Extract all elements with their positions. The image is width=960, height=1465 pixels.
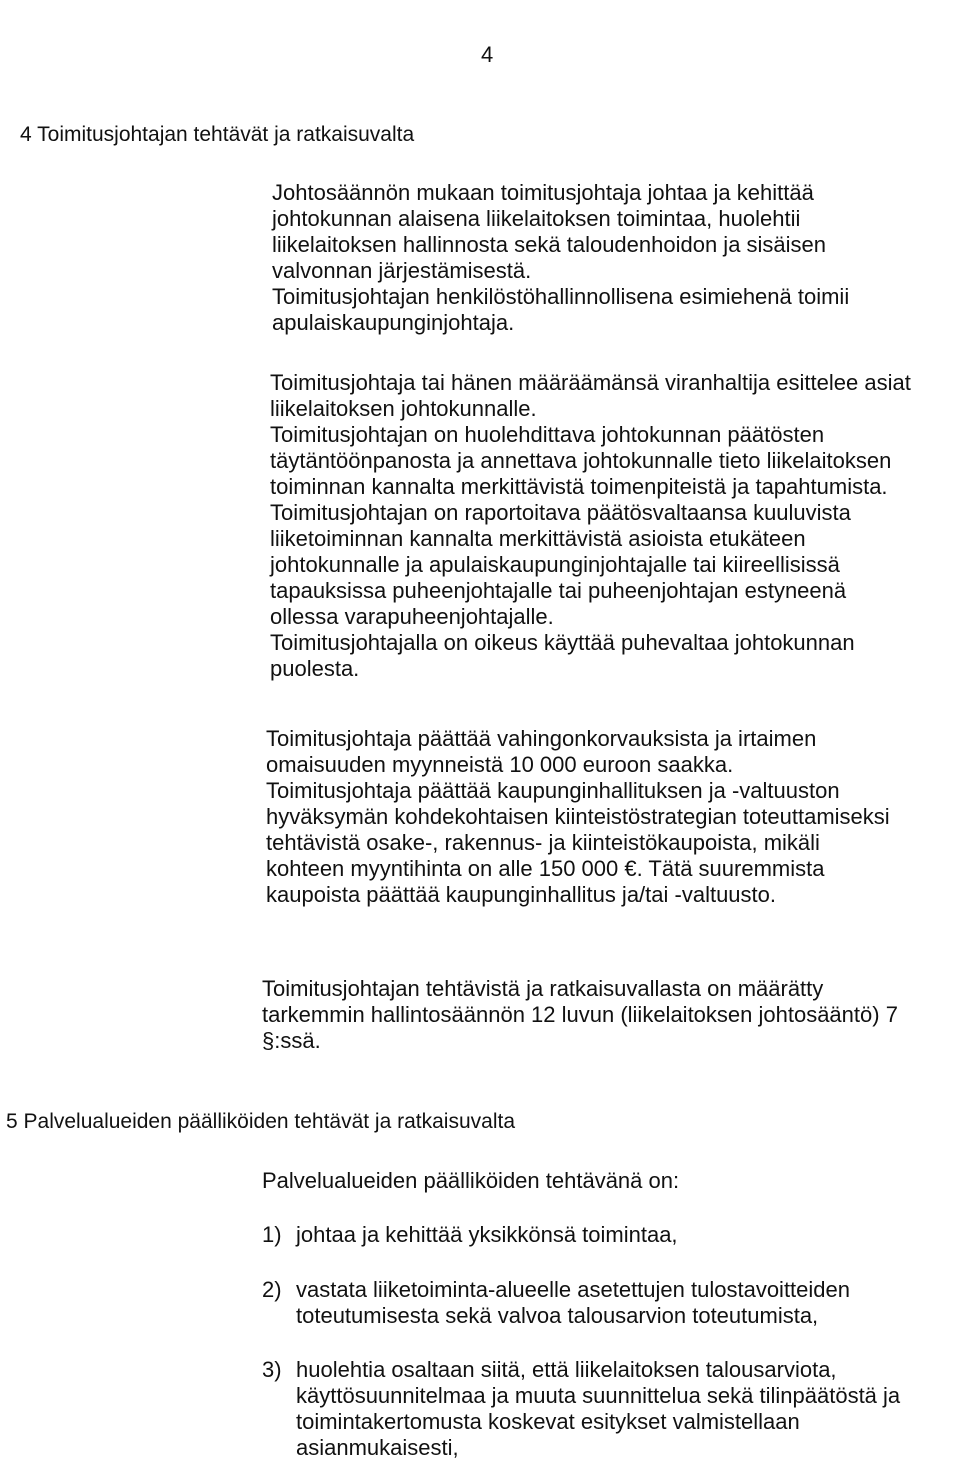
text-line: liikelaitoksen johtokunnalle.	[270, 396, 537, 421]
section-4-heading: 4 Toimitusjohtajan tehtävät ja ratkaisuvalta	[20, 123, 415, 146]
text-line: vastata liiketoiminta-alueelle asetettujen tulostavoitteiden	[296, 1277, 850, 1302]
list-item-number: 1)	[262, 1222, 282, 1247]
text-line: johtaa ja kehittää yksikkönsä toimintaa,	[296, 1222, 678, 1247]
text-line: tehtävistä osake-, rakennus- ja kiinteistökaupoista, mikäli	[266, 830, 820, 855]
text-line: johtokunnan alaisena liikelaitoksen toimintaa, huolehtii	[272, 206, 801, 231]
text-line: Toimitusjohtaja päättää vahingonkorvauksista ja irtaimen	[266, 726, 817, 751]
text-line: huolehtia osaltaan siitä, että liikelaitoksen talousarviota,	[296, 1357, 837, 1382]
text-line: Toimitusjohtajalla on oikeus käyttää puhevaltaa johtokunnan	[270, 630, 855, 655]
section-4-paragraph-3	[266, 726, 890, 908]
text-line: §:ssä.	[262, 1028, 321, 1053]
text-line: Toimitusjohtajan henkilöstöhallinnollisena esimiehenä toimii	[272, 284, 850, 309]
text-line: omaisuuden myynneistä 10 000 euroon saakka.	[266, 752, 734, 777]
text-line: Johtosäännön mukaan toimitusjohtaja johtaa ja kehittää	[272, 180, 814, 205]
list-item-text	[296, 1222, 678, 1248]
section-5-intro	[262, 1168, 679, 1194]
text-line: tarkemmin hallintosäännön 12 luvun (liikelaitoksen johtosääntö) 7	[262, 1002, 898, 1027]
text-line: ollessa varapuheenjohtajalle.	[270, 604, 554, 629]
text-line: toimintakertomusta koskevat esitykset valmistellaan	[296, 1409, 800, 1434]
text-line: hyväksymän kohdekohtaisen kiinteistöstrategian toteuttamiseksi	[266, 804, 890, 829]
section-4-paragraph-1	[272, 180, 849, 336]
list-item-text	[296, 1277, 850, 1329]
section-4-paragraph-2	[270, 370, 911, 682]
text-line: johtokunnalle ja apulaiskaupunginjohtajalle tai kiireellisissä	[270, 552, 840, 577]
text-line: Toimitusjohtajan tehtävistä ja ratkaisuvallasta on määrätty	[262, 976, 824, 1001]
text-line: täytäntöönpanosta ja annettava johtokunnalle tieto liikelaitoksen	[270, 448, 892, 473]
list-item-text	[296, 1357, 900, 1461]
text-line: Toimitusjohtaja tai hänen määräämänsä viranhaltija esittelee asiat	[270, 370, 911, 395]
text-line: apulaiskaupunginjohtaja.	[272, 310, 515, 335]
text-line: käyttösuunnitelmaa ja muuta suunnittelua sekä tilinpäätöstä ja	[296, 1383, 901, 1408]
text-line: liiketoiminnan kannalta merkittävistä asioista etukäteen	[270, 526, 806, 551]
text-line: Toimitusjohtajan on huolehdittava johtokunnan päätösten	[270, 422, 825, 447]
text-line: Palvelualueiden päälliköiden tehtävänä on:	[262, 1168, 680, 1193]
section-5-heading: 5 Palvelualueiden päälliköiden tehtävät ja ratkaisuvalta	[6, 1110, 516, 1133]
text-line: puolesta.	[270, 656, 360, 681]
text-line: liikelaitoksen hallinnosta sekä taloudenhoidon ja sisäisen	[272, 232, 827, 257]
text-line: kaupoista päättää kaupunginhallitus ja/tai -valtuusto.	[266, 882, 777, 907]
text-line: valvonnan järjestämisestä.	[272, 258, 532, 283]
text-line: Toimitusjohtajan on raportoitava päätösvaltaansa kuuluvista	[270, 500, 851, 525]
page-number: 4	[481, 42, 494, 67]
list-item-number: 3)	[262, 1357, 282, 1382]
text-line: asianmukaisesti,	[296, 1435, 459, 1460]
text-line: toteutumisesta sekä valvoa talousarvion toteutumista,	[296, 1303, 819, 1328]
text-line: tapauksissa puheenjohtajalle tai puheenjohtajan estyneenä	[270, 578, 847, 603]
text-line: toiminnan kannalta merkittävistä toimenpiteistä ja tapahtumista.	[270, 474, 888, 499]
text-line: kohteen myyntihinta on alle 150 000 €. Tätä suuremmista	[266, 856, 825, 881]
text-line: Toimitusjohtaja päättää kaupunginhallituksen ja -valtuuston	[266, 778, 840, 803]
list-item-number: 2)	[262, 1277, 282, 1302]
section-4-paragraph-4	[262, 976, 898, 1054]
